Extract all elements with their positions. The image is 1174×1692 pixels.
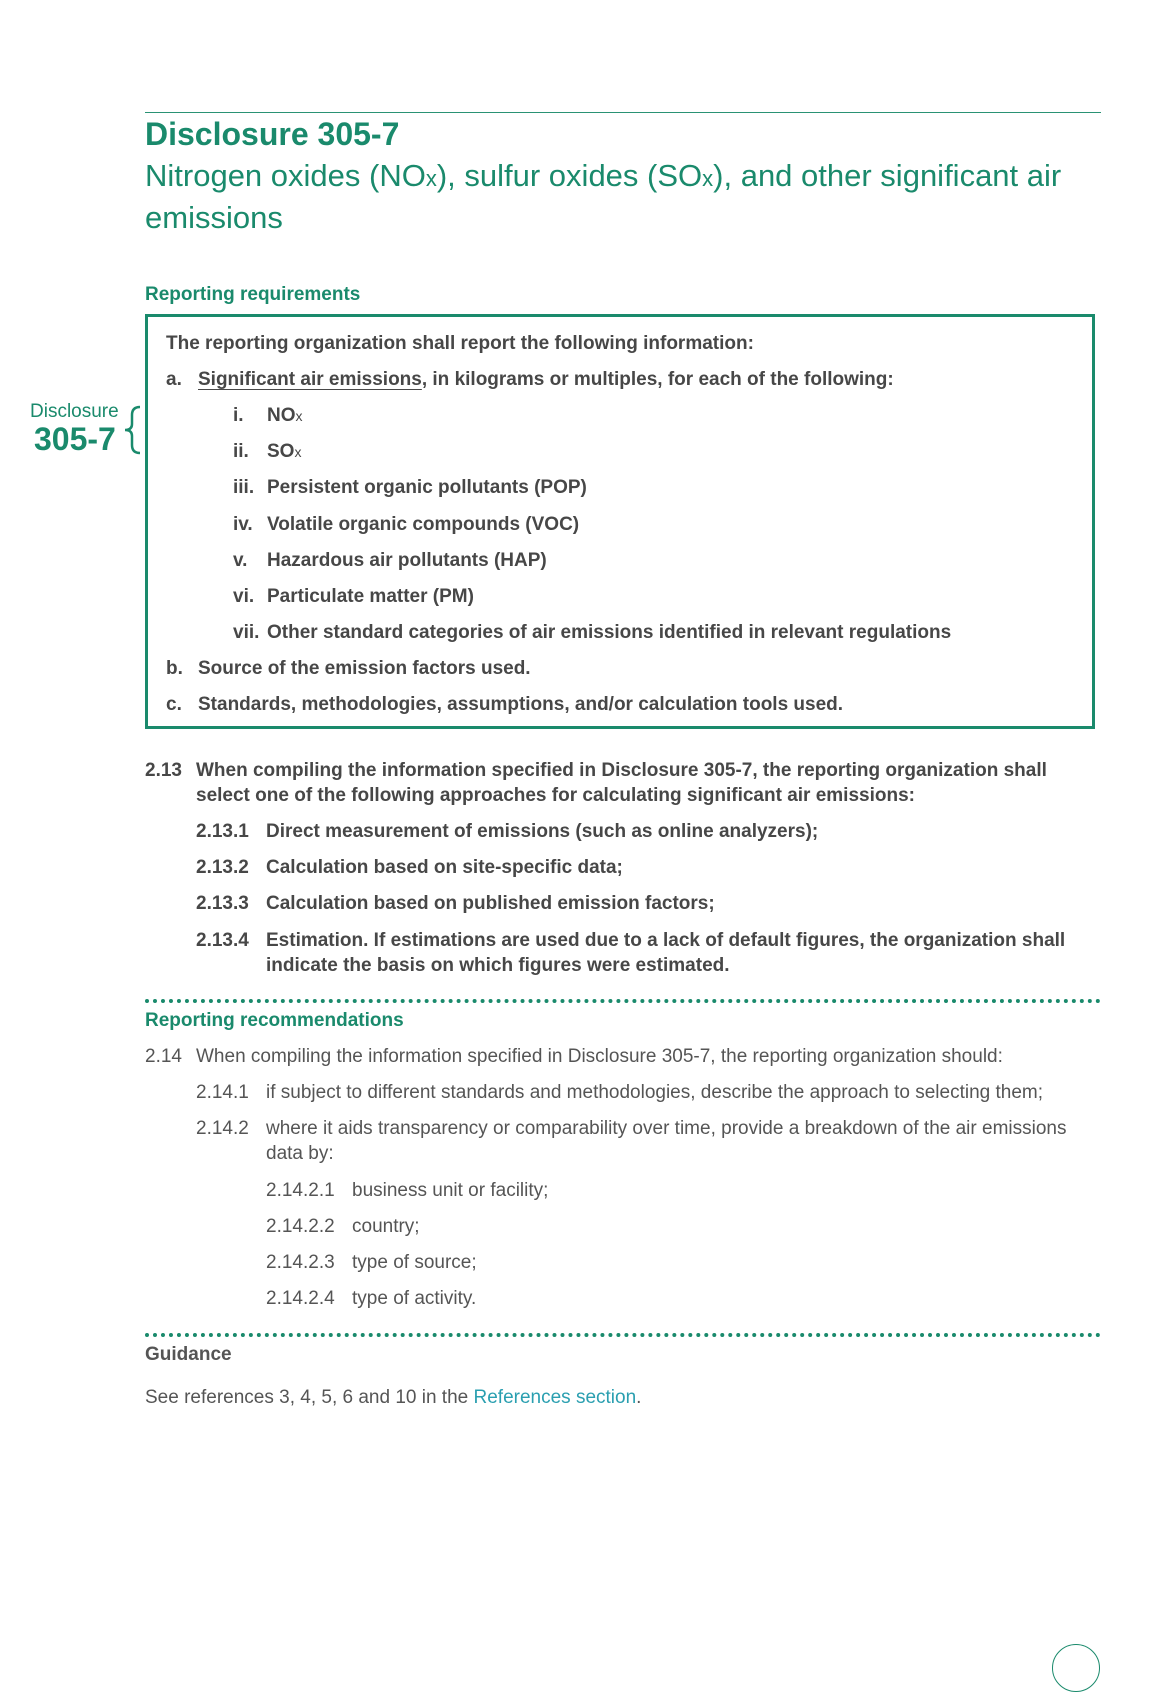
subitem-marker: iv. [233, 514, 253, 535]
subitem-text: SOx [267, 441, 302, 462]
req-2-13-text-line1: When compiling the information specified in Disclosure 305-7, the reporting organization shall [196, 760, 1047, 781]
recommendations-heading: Reporting recommendations [145, 1010, 404, 1031]
subitem-text: Hazardous air pollutants (HAP) [267, 550, 547, 571]
subitem-marker: iii. [233, 477, 255, 498]
rec-2-14-text: When compiling the information specified in Disclosure 305-7, the reporting organization should: [196, 1046, 1003, 1067]
disclosure-title: Disclosure 305-7 [145, 116, 400, 152]
item-c-marker: c. [166, 694, 182, 715]
rec-subitem-number: 2.14.2.2 [266, 1216, 335, 1237]
header-rule [145, 112, 1101, 113]
req-2-13-item-text: Direct measurement of emissions (such as online analyzers); [266, 821, 819, 842]
item-b-marker: b. [166, 658, 183, 679]
rec-subitem-number: 2.14.2.4 [266, 1288, 335, 1309]
rec-subitem-number: 2.14.2.3 [266, 1252, 335, 1273]
item-a-text: Significant air emissions, in kilograms or multiples, for each of the following: [198, 369, 894, 390]
subitem-marker: vi. [233, 586, 255, 607]
rec-item-text: if subject to different standards and methodologies, describe the approach to selecting them; [266, 1082, 1044, 1103]
rec-subitem-text: type of source; [352, 1252, 477, 1273]
requirements-heading: Reporting requirements [145, 284, 361, 305]
item-a-marker: a. [166, 369, 182, 390]
req-2-13-item-number: 2.13.3 [196, 893, 249, 914]
rec-subitem-number: 2.14.2.1 [266, 1180, 335, 1201]
guidance-text: See references 3, 4, 5, 6 and 10 in the References section. [145, 1387, 642, 1408]
req-2-13-item-text: Calculation based on published emission factors; [266, 893, 715, 914]
subitem-marker: i. [233, 405, 244, 426]
rec-subitem-text: business unit or facility; [352, 1180, 549, 1201]
req-2-13-number: 2.13 [145, 760, 182, 781]
dotted-divider [145, 999, 1101, 1003]
subitem-text: Particulate matter (PM) [267, 586, 474, 607]
rec-subitem-text: country; [352, 1216, 420, 1237]
subitem-text: Persistent organic pollutants (POP) [267, 477, 587, 498]
references-section-link[interactable]: References section [473, 1387, 637, 1408]
guidance-heading: Guidance [145, 1344, 232, 1365]
req-2-13-item-number: 2.13.1 [196, 821, 249, 842]
item-b-text: Source of the emission factors used. [198, 658, 531, 679]
page-number-circle [1052, 1644, 1100, 1692]
dotted-divider [145, 1333, 1101, 1337]
item-c-text: Standards, methodologies, assumptions, and/or calculation tools used. [198, 694, 844, 715]
req-2-13-item-text: Calculation based on site-specific data; [266, 857, 623, 878]
side-disclosure-number: 305-7 [34, 421, 116, 457]
subitem-marker: v. [233, 550, 248, 571]
rec-item-number: 2.14.2 [196, 1118, 249, 1139]
significant-air-emissions-link[interactable]: Significant air emissions [198, 369, 422, 390]
req-2-13-item-number: 2.13.4 [196, 930, 249, 951]
subitem-marker: ii. [233, 441, 249, 462]
requirements-intro: The reporting organization shall report the following information: [166, 333, 754, 354]
rec-item-text: where it aids transparency or comparability over time, provide a breakdown of the air emissions [266, 1118, 1067, 1139]
side-disclosure-label: Disclosure [30, 401, 119, 422]
rec-subitem-text: type of activity. [352, 1288, 477, 1309]
req-2-13-item-number: 2.13.2 [196, 857, 249, 878]
subitem-text: Volatile organic compounds (VOC) [267, 514, 580, 535]
req-2-13-item-text-cont: indicate the basis on which figures were estimated. [266, 955, 730, 976]
brace-icon [122, 405, 144, 455]
subitem-text: Other standard categories of air emissions identified in relevant regulations [267, 622, 952, 643]
rec-2-14-number: 2.14 [145, 1046, 182, 1067]
subitem-text: NOx [267, 405, 303, 426]
req-2-13-item-text: Estimation. If estimations are used due to a lack of default figures, the organization shall [266, 930, 1066, 951]
rec-item-number: 2.14.1 [196, 1082, 249, 1103]
disclosure-subtitle: Nitrogen oxides (NOx), sulfur oxides (SOx), and other significant air emissions [145, 158, 1062, 235]
rec-item-text-cont: data by: [266, 1143, 334, 1164]
req-2-13-text-line2: select one of the following approaches for calculating significant air emissions: [196, 785, 915, 806]
subitem-marker: vii. [233, 622, 260, 643]
